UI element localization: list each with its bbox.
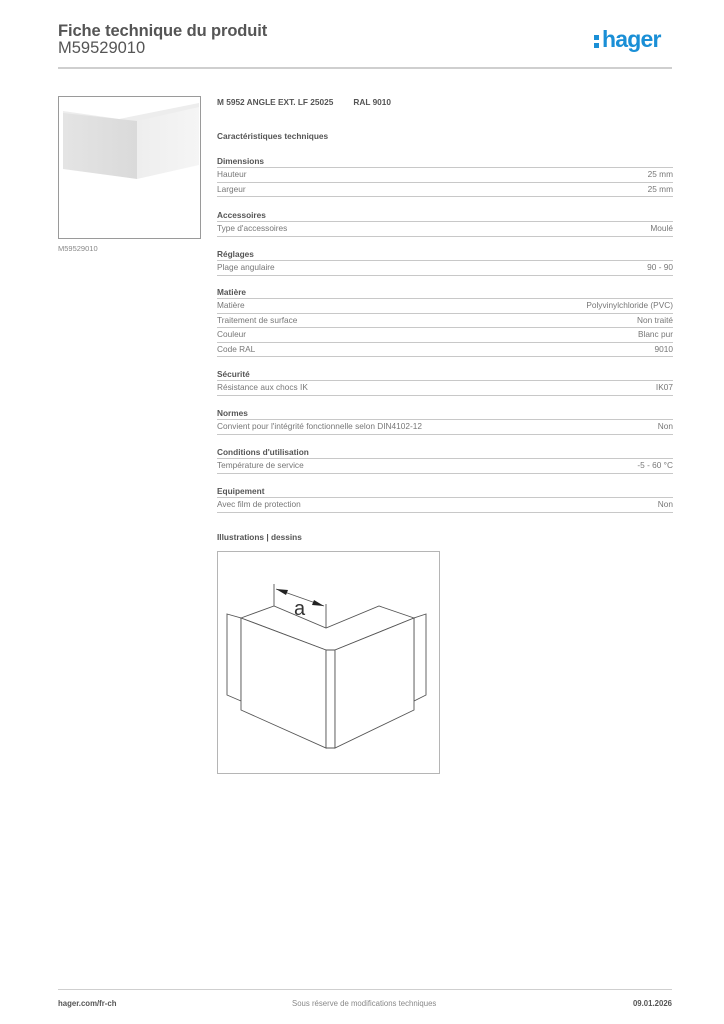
spec-label: Traitement de surface <box>217 314 298 325</box>
spec-row <box>217 314 673 329</box>
spec-value: 25 mm <box>647 169 673 179</box>
footer-disclaimer: Sous réserve de modifications techniques <box>292 999 437 1008</box>
footer-divider <box>58 989 672 990</box>
group-matiere <box>217 286 673 357</box>
spec-label: Largeur <box>217 183 246 194</box>
spec-value: 9010 <box>654 343 673 354</box>
spec-row <box>217 343 673 358</box>
spec-row <box>217 168 673 183</box>
spec-row <box>217 420 673 435</box>
spec-label: Plage angulaire <box>217 262 275 272</box>
product-designation: M 5952 ANGLE EXT. LF 25025 <box>217 97 334 107</box>
spec-value: 90 - 90 <box>647 262 673 272</box>
spec-value: 25 mm <box>647 183 673 194</box>
group-accessoires <box>217 209 673 237</box>
spec-row <box>217 328 673 343</box>
technical-drawing <box>217 551 440 774</box>
spec-value: Moulé <box>650 223 673 233</box>
product-reference: M59529010 <box>58 39 146 57</box>
group-title: Sécurité <box>217 368 673 381</box>
group-securite <box>217 368 673 396</box>
spec-label: Couleur <box>217 329 247 339</box>
product-photo-icon <box>59 97 201 239</box>
product-photo <box>58 96 201 239</box>
group-conditions <box>217 446 673 474</box>
spec-label: Résistance aux chocs IK <box>217 382 308 392</box>
external-angle-drawing-icon <box>218 552 439 773</box>
spec-label: Code RAL <box>217 343 256 354</box>
spec-value: IK07 <box>655 382 673 392</box>
group-dimensions <box>217 155 673 197</box>
spec-label: Type d'accessoires <box>217 223 288 233</box>
page-title: Fiche technique du produit <box>58 22 268 40</box>
spec-row <box>217 222 673 237</box>
group-reglages <box>217 248 673 276</box>
group-normes <box>217 407 673 435</box>
header-divider <box>58 67 672 69</box>
spec-value: Non traité <box>637 314 673 325</box>
spec-row <box>217 183 673 198</box>
product-photo-caption: M59529010 <box>58 244 98 253</box>
spec-value: Blanc pur <box>637 329 673 339</box>
spec-label: Avec film de protection <box>217 499 301 509</box>
spec-row <box>217 261 673 276</box>
spec-row <box>217 498 673 513</box>
spec-label: Matière <box>217 300 245 310</box>
group-title: Equipement <box>217 485 673 498</box>
spec-value: -5 - 60 °C <box>637 460 673 470</box>
spec-row <box>217 459 673 474</box>
group-equipement <box>217 485 673 513</box>
logo-colon-icon <box>594 31 600 49</box>
dimension-label: a <box>294 598 306 620</box>
spec-value: Polyvinylchloride (PVC) <box>586 300 673 310</box>
footer-date: 09.01.2026 <box>632 999 672 1008</box>
spec-row <box>217 381 673 396</box>
spec-label: Convient pour l'intégrité fonctionnelle selon DIN4102-12 <box>217 421 422 431</box>
footer-website-link[interactable]: hager.com/fr-ch <box>58 999 117 1008</box>
group-title: Normes <box>217 407 673 420</box>
illustrations-title: Illustrations | dessins <box>217 532 302 542</box>
product-name <box>217 97 391 107</box>
group-title: Dimensions <box>217 155 673 168</box>
spec-value: Non <box>657 499 673 509</box>
spec-label: Température de service <box>217 460 304 470</box>
section-title-characteristics: Caractéristiques techniques <box>217 131 329 141</box>
group-title: Accessoires <box>217 209 673 222</box>
group-title: Matière <box>217 286 673 299</box>
spec-value: Non <box>657 421 673 431</box>
spec-row <box>217 299 673 314</box>
hager-logo <box>594 28 661 51</box>
group-title: Conditions d'utilisation <box>217 446 673 459</box>
group-title: Réglages <box>217 248 673 261</box>
product-ral: RAL 9010 <box>353 97 392 107</box>
spec-label: Hauteur <box>217 169 247 179</box>
logo-text: hager <box>602 26 661 52</box>
